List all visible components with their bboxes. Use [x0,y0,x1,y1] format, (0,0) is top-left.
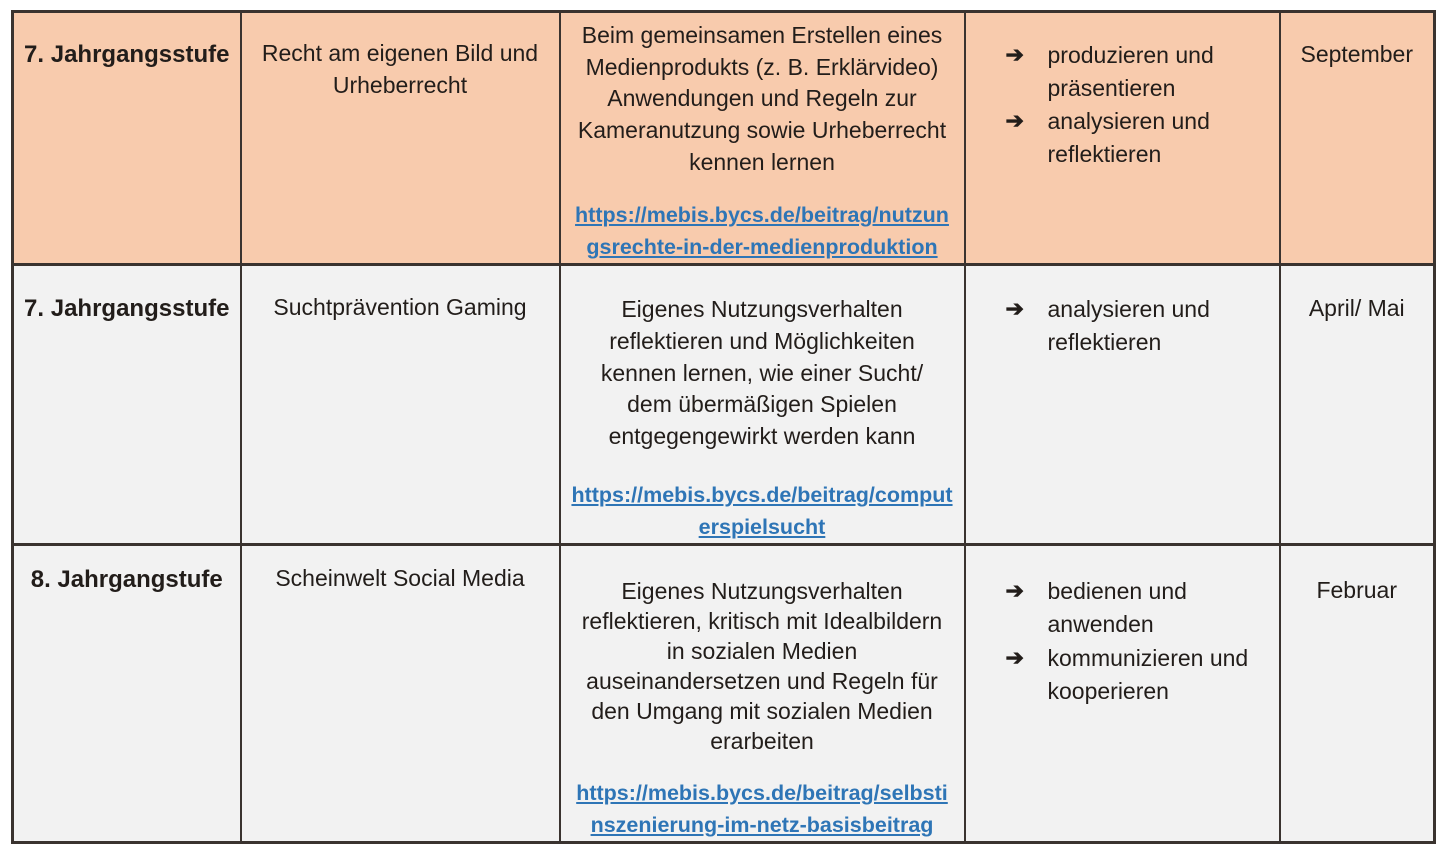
resource-link[interactable]: https://mebis.bycs.de/beitrag/nutzungsrechte-in-der-medienproduktion [575,202,949,259]
arrow-bullet-icon: ➔ [1005,578,1024,604]
resource-link[interactable]: https://mebis.bycs.de/beitrag/computerspielsucht [571,482,953,540]
arrow-bullet-icon: ➔ [1005,108,1024,134]
competency-item [1006,39,1265,105]
topic-cell [241,265,560,545]
month-cell [1280,545,1435,843]
competency-text: analysieren und reflektieren [1047,296,1210,356]
competency-cell [965,265,1280,545]
arrow-bullet-icon: ➔ [1005,42,1024,67]
competency-cell [965,545,1280,843]
description-cell [560,545,965,843]
month-cell [1280,12,1435,265]
description-text: Beim gemeinsamen Erstellen eines Medienprodukts (z. B. Erklärvideo) Anwendungen und Regeln zur Kameranutzung sowie Urheberrecht kennen lernen [577,22,947,175]
topic-label: Recht am eigenen Bild und Urheberrecht [261,40,539,98]
grade-label: 7. Jahrgangsstufe [24,41,230,68]
grade-cell [13,265,241,545]
grade-label: 8. Jahrgangstufe [30,566,223,594]
curriculum-table [11,10,1436,844]
resource-link[interactable]: https://mebis.bycs.de/beitrag/selbstinszenierung-im-netz-basisbeitrag [576,780,948,837]
arrow-bullet-icon: ➔ [1005,644,1024,670]
competency-cell [965,12,1280,265]
grade-label: 7. Jahrgangsstufe [24,295,230,323]
competency-text: analysieren und reflektieren [1047,108,1210,168]
curriculum-table-container [11,10,1436,844]
table-row [13,12,1435,265]
description-text: Eigenes Nutzungsverhalten reflektieren und Möglichkeiten kennen lernen, wie einer Sucht/ dem übermäßigen Spielen entgegengewirkt werden kann [600,296,924,450]
month-label: September [1300,41,1413,67]
arrow-bullet-icon: ➔ [1005,296,1024,322]
grade-cell [13,545,241,843]
topic-label: Scheinwelt Social Media [275,565,525,592]
competency-text: produzieren und präsentieren [1047,42,1214,102]
topic-label: Suchtprävention Gaming [273,294,527,321]
competency-item [1006,575,1265,641]
month-label: Februar [1316,577,1398,604]
grade-cell [13,12,241,265]
month-label: April/ Mai [1308,295,1405,322]
topic-cell [241,12,560,265]
competency-text: kommunizieren und kooperieren [1047,644,1249,704]
competency-item [1006,105,1265,171]
description-cell [560,12,965,265]
table-row [13,265,1435,545]
competency-text: bedienen und anwenden [1047,578,1187,638]
topic-cell [241,545,560,843]
competency-item [1006,642,1265,708]
table-row [13,545,1435,843]
description-text: Eigenes Nutzungsverhalten reflektieren, kritisch mit Idealbildern in sozialen Medien auseinandersetzen und Regeln für den Umgang mit sozialen Medien erarbeiten [581,578,943,754]
month-cell [1280,265,1435,545]
description-cell [560,265,965,545]
competency-item [1006,293,1265,359]
